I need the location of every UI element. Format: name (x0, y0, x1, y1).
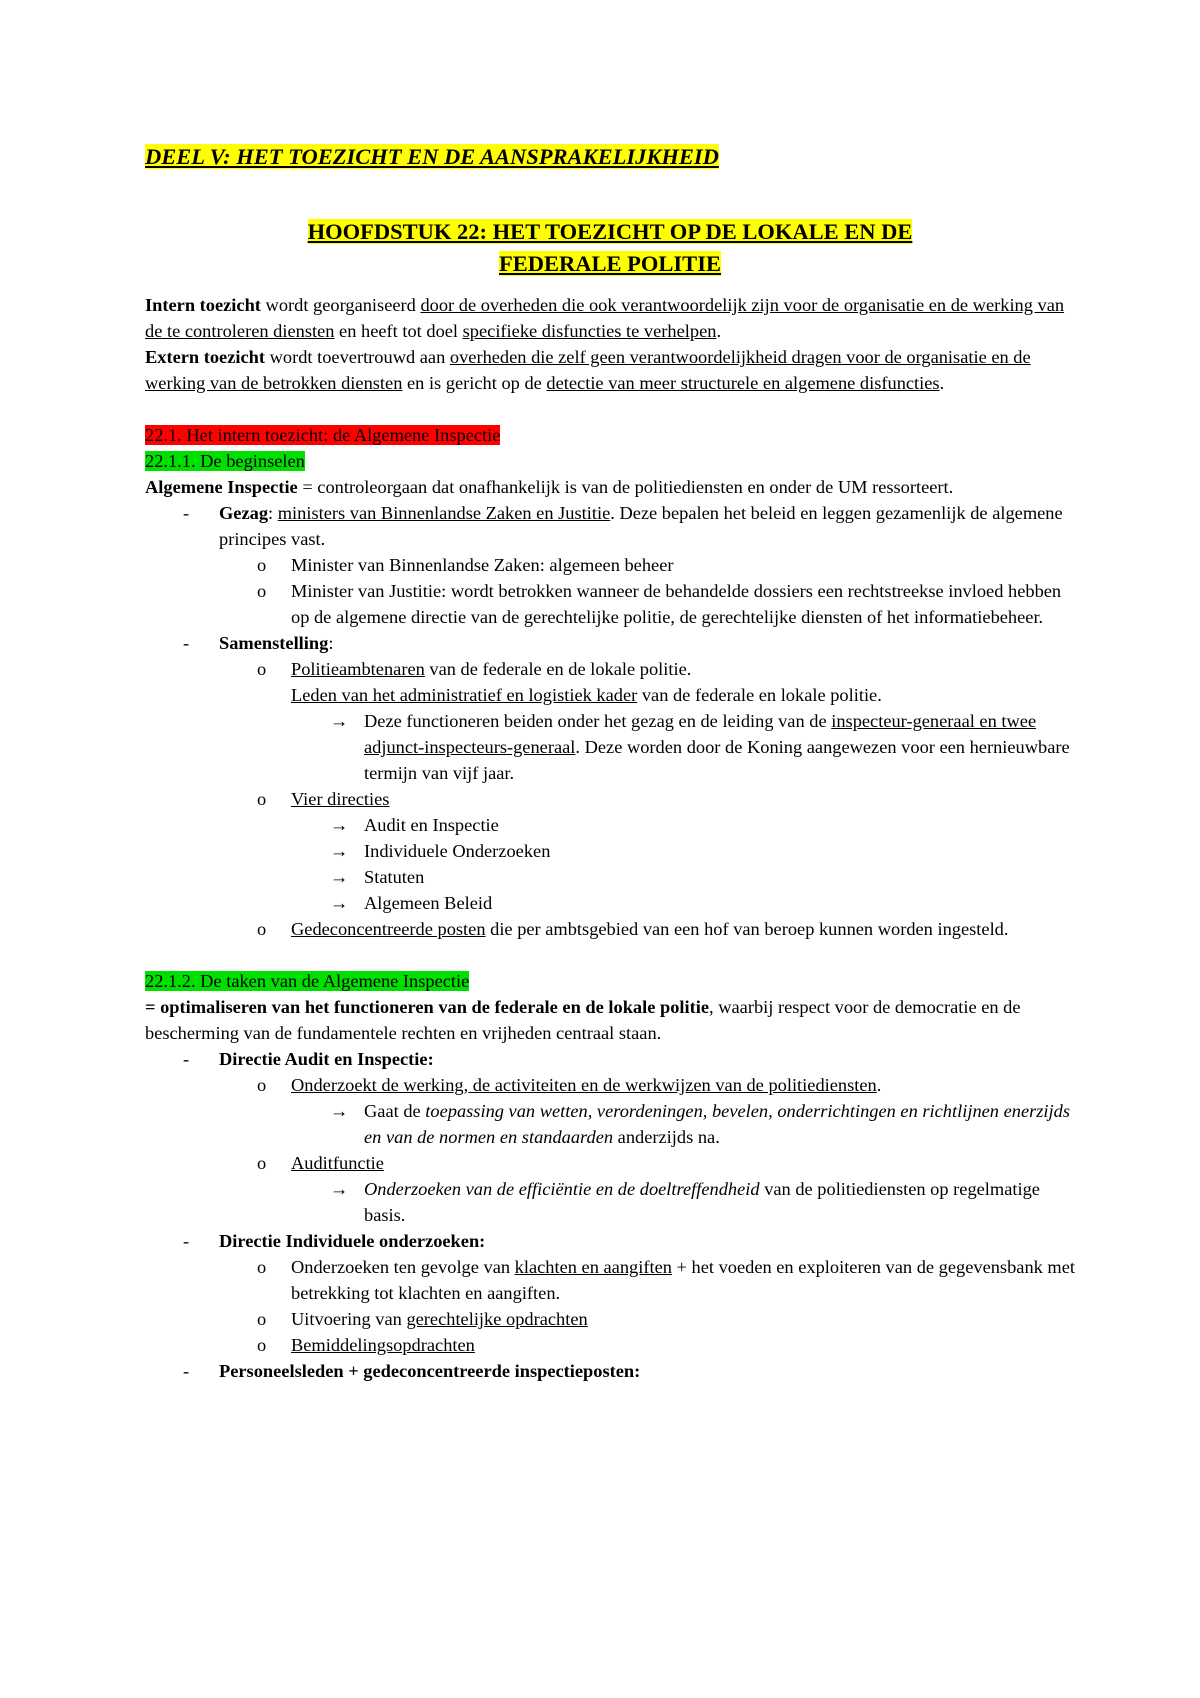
list-item-gezag: - Gezag: ministers van Binnenlandse Zaken en Justitie. Deze bepalen het beleid en leggen gezamenlijk de algemene principes vast. (145, 500, 1075, 552)
list-item-directie-audit: - Directie Audit en Inspectie: (145, 1046, 1075, 1072)
circle-marker: o (257, 1075, 267, 1095)
dash-marker: - (183, 633, 190, 653)
arrow-marker: → (330, 841, 349, 861)
ai-definition: Algemene Inspectie = controleorgaan dat onafhankelijk is van de politiediensten en onder de UM ressorteert. (145, 477, 954, 497)
circle-marker: o (257, 555, 267, 575)
list-item: o Uitvoering van gerechtelijke opdrachten (145, 1306, 1075, 1332)
part-title: DEEL V: HET TOEZICHT EN DE AANSPRAKELIJKHEID (145, 144, 719, 169)
circle-marker: o (257, 1335, 267, 1355)
list-item: o Vier directies (145, 786, 1075, 812)
list-item: → Onderzoeken van de efficiëntie en de doeltreffendheid van de politiediensten op regelmatige basis. (145, 1176, 1075, 1228)
arrow-marker: → (330, 1101, 349, 1121)
circle-marker: o (257, 1309, 267, 1329)
chapter-title-line-2: FEDERALE POLITIE (499, 251, 721, 276)
list-item: o Gedeconcentreerde posten die per ambtsgebied van een hof van beroep kunnen worden ingesteld. (145, 916, 1075, 942)
circle-marker: o (257, 1257, 267, 1277)
circle-marker: o (257, 659, 267, 679)
circle-marker: o (257, 1153, 267, 1173)
document-page (145, 140, 1075, 1384)
list-item: → Audit en Inspectie (145, 812, 1075, 838)
list-item: → Individuele Onderzoeken (145, 838, 1075, 864)
circle-marker: o (257, 581, 267, 601)
list-item: o Auditfunctie (145, 1150, 1075, 1176)
arrow-marker: → (330, 893, 349, 913)
list-item: → Gaat de toepassing van wetten, verordeningen, bevelen, onderrichtingen en richtlijnen enerzijds en van de normen en standaarden anderzijds na. (145, 1098, 1075, 1150)
list-item: o Bemiddelingsopdrachten (145, 1332, 1075, 1358)
circle-marker: o (257, 789, 267, 809)
list-item-directie-individuele: - Directie Individuele onderzoeken: (145, 1228, 1075, 1254)
circle-marker: o (257, 919, 267, 939)
list-item: o Politieambtenaren van de federale en de lokale politie. (145, 656, 1075, 682)
list-item: → Statuten (145, 864, 1075, 890)
section-heading-22-1-1: 22.1.1. De beginselen (145, 451, 305, 471)
arrow-marker: → (330, 867, 349, 887)
taken-definition: = optimaliseren van het functioneren van de federale en de lokale politie, waarbij respect voor de democratie en de bescherming van de fundamentele rechten en vrijheden centraal staan. (145, 997, 1021, 1043)
list-item: o Onderzoekt de werking, de activiteiten en de werkwijzen van de politiediensten. (145, 1072, 1075, 1098)
list-item: → Algemeen Beleid (145, 890, 1075, 916)
dash-marker: - (183, 503, 190, 523)
intro-extern: Extern toezicht wordt toevertrouwd aan overheden die zelf geen verantwoordelijkheid dragen voor de organisatie en de werking van de betrokken diensten en is gericht op de detectie van meer structurele en algemene disfuncties. (145, 347, 1031, 393)
list-item: o Minister van Binnenlandse Zaken: algemeen beheer (145, 552, 1075, 578)
section-heading-22-1-2: 22.1.2. De taken van de Algemene Inspectie (145, 971, 470, 991)
list-item: o Onderzoeken ten gevolge van klachten en aangiften + het voeden en exploiteren van de gegevensbank met betrekking tot klachten en aangiften. (145, 1254, 1075, 1306)
chapter-title (145, 216, 1075, 280)
list-item: → Deze functioneren beiden onder het gezag en de leiding van de inspecteur-generaal en twee adjunct-inspecteurs-generaal. Deze worden door de Koning aangewezen voor een hernieuwbare termijn van vijf jaar. (145, 708, 1075, 786)
intro-intern: Intern toezicht wordt georganiseerd door de overheden die ook verantwoordelijk zijn voor de organisatie en de werking van de te controleren diensten en heeft tot doel specifieke disfuncties te verhelpen. (145, 295, 1065, 341)
list-item-samenstelling: - Samenstelling: (145, 630, 1075, 656)
chapter-title-line-1: HOOFDSTUK 22: HET TOEZICHT OP DE LOKALE EN DE (307, 219, 913, 244)
dash-marker: - (183, 1049, 190, 1069)
list-item: o Minister van Justitie: wordt betrokken wanneer de behandelde dossiers een rechtstreekse invloed hebben op de algemene directie van de gerechtelijke politie, de gerechtelijke diensten of het informatiebeheer. (145, 578, 1075, 630)
section-heading-22-1: 22.1. Het intern toezicht: de Algemene Inspectie (145, 425, 501, 445)
dash-marker: - (183, 1231, 190, 1251)
arrow-marker: → (330, 815, 349, 835)
dash-marker: - (183, 1361, 190, 1381)
arrow-marker: → (330, 711, 349, 731)
list-item-personeelsleden: - Personeelsleden + gedeconcentreerde inspectieposten: (145, 1358, 1075, 1384)
list-item-continuation: Leden van het administratief en logistiek kader van de federale en lokale politie. (291, 685, 882, 705)
arrow-marker: → (330, 1179, 349, 1199)
